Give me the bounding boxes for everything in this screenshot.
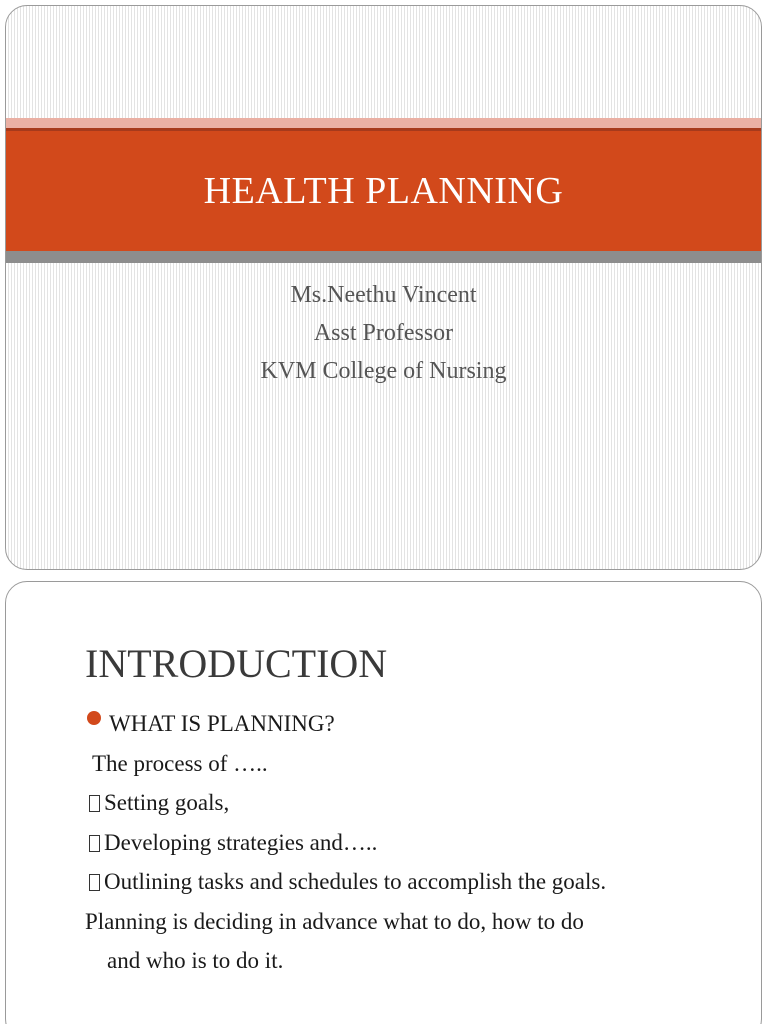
list-item <box>85 823 755 863</box>
list-item <box>85 783 755 823</box>
introduction-slide <box>5 581 762 1024</box>
missing-glyph-box-icon <box>89 795 100 812</box>
slide-title: HEALTH PLANNING <box>203 170 564 212</box>
slide-content <box>85 704 755 981</box>
title-band-top-stripe <box>6 118 761 128</box>
definition-line: Planning is deciding in advance what to do, how to do <box>85 908 584 934</box>
definition-line: and who is to do it. <box>107 948 284 973</box>
orange-dot-icon <box>87 711 101 725</box>
list-item-text: Setting goals, <box>104 790 230 815</box>
title-band <box>6 131 761 251</box>
title-band-bottom-stripe <box>6 251 761 263</box>
presenter-institution: KVM College of Nursing <box>260 358 507 384</box>
process-line: The process of ….. <box>92 750 268 776</box>
title-slide <box>5 5 762 570</box>
missing-glyph-box-icon <box>89 874 100 891</box>
bullet-item <box>85 704 755 744</box>
bullet-text: WHAT IS PLANNING? <box>109 711 335 736</box>
list-item <box>85 862 755 902</box>
missing-glyph-box-icon <box>89 835 100 852</box>
slide-heading: INTRODUCTION <box>85 641 388 686</box>
list-item-text: Outlining tasks and schedules to accomplish the goals. <box>104 869 607 894</box>
definition-paragraph <box>85 902 755 981</box>
subtitle-block <box>6 276 761 390</box>
presenter-name: Ms.Neethu Vincent <box>290 282 477 308</box>
presenter-position: Asst Professor <box>313 320 454 346</box>
list-item-text: Developing strategies and….. <box>104 829 378 855</box>
